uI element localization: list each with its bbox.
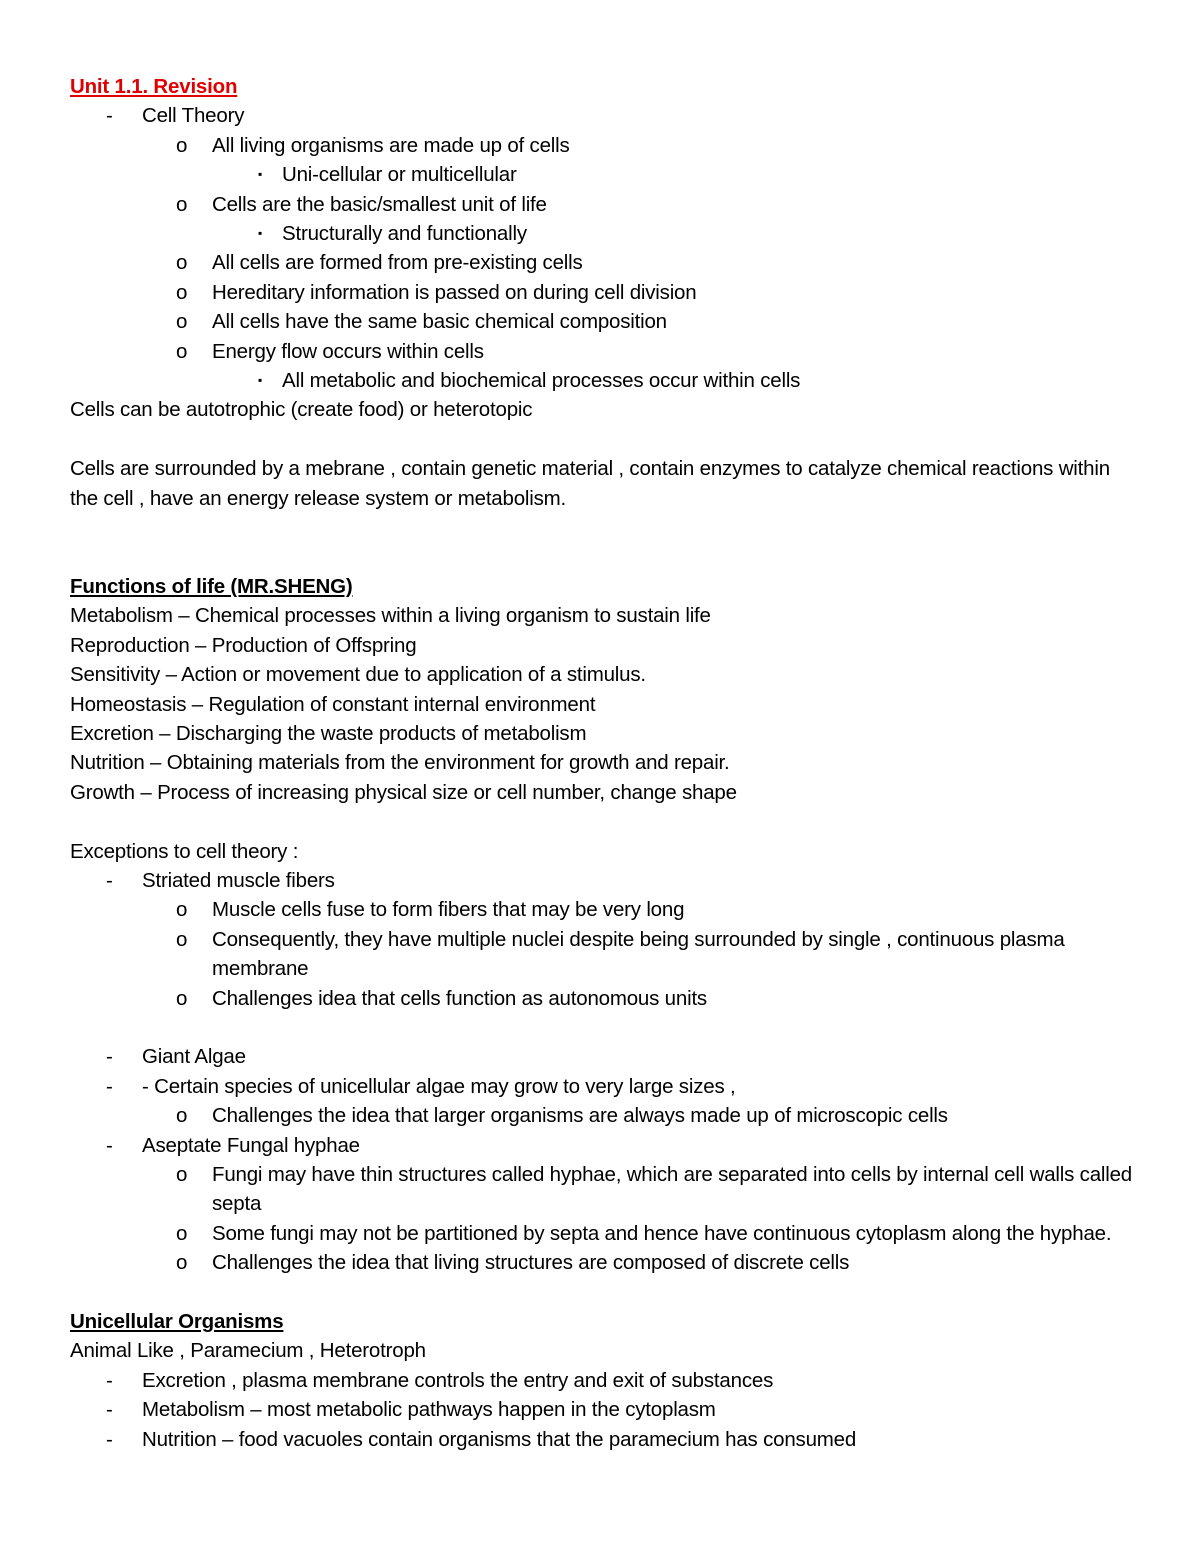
circle-bullet: o: [176, 898, 188, 922]
dash-bullet: -: [106, 1045, 113, 1069]
list-item: [70, 1101, 1140, 1130]
function-item: Metabolism – Chemical processes within a living organism to sustain life: [70, 604, 711, 628]
list-item-text: Nutrition – food vacuoles contain organisms that the paramecium has consumed: [142, 1427, 857, 1451]
list-item-text: Consequently, they have multiple nuclei despite being surrounded by single , continuous plasma membrane: [212, 927, 1065, 981]
circle-bullet: o: [176, 339, 188, 363]
circle-bullet: o: [176, 1221, 188, 1245]
list-item-text: Excretion , plasma membrane controls the entry and exit of substances: [142, 1368, 774, 1392]
list-item: [70, 101, 1140, 130]
spacer: [70, 513, 1140, 572]
function-item: Growth – Process of increasing physical size or cell number, change shape: [70, 780, 737, 804]
circle-bullet: o: [176, 1104, 188, 1128]
list-item: [70, 219, 1140, 248]
list-item: [70, 1160, 1140, 1219]
list-item-text: All cells are formed from pre-existing cells: [212, 251, 583, 275]
square-bullet: ▪: [258, 167, 263, 182]
section-title-exceptions: Exceptions to cell theory :: [70, 839, 299, 863]
circle-bullet: o: [176, 927, 188, 951]
list-item-text: Striated muscle fibers: [142, 868, 335, 892]
list-item-text: Challenges the idea that larger organisms are always made up of microscopic cells: [212, 1104, 948, 1128]
dash-bullet: -: [106, 1398, 113, 1422]
list-item: [70, 1072, 1140, 1101]
list-item-text: Energy flow occurs within cells: [212, 339, 484, 363]
list-item: [70, 278, 1140, 307]
list-item: [70, 1366, 1140, 1395]
function-item: Reproduction – Production of Offspring: [70, 633, 417, 657]
list-item-text: Some fungi may not be partitioned by septa and hence have continuous cytoplasm along the hyphae.: [212, 1221, 1112, 1245]
function-item: Nutrition – Obtaining materials from the environment for growth and repair.: [70, 751, 730, 775]
circle-bullet: o: [176, 310, 188, 334]
list-item-text: Metabolism – most metabolic pathways happen in the cytoplasm: [142, 1398, 716, 1422]
function-item: Sensitivity – Action or movement due to application of a stimulus.: [70, 663, 646, 687]
unicellular-subtitle: Animal Like , Paramecium , Heterotroph: [70, 1339, 426, 1363]
section-title-functions-of-life: Functions of life (MR.SHENG): [70, 574, 353, 598]
circle-bullet: o: [176, 251, 188, 275]
dash-bullet: -: [106, 1427, 113, 1451]
spacer: [70, 1278, 1140, 1307]
list-item-text: All metabolic and biochemical processes occur within cells: [282, 369, 801, 393]
list-item-text: Giant Algae: [142, 1045, 246, 1069]
list-item: [70, 1395, 1140, 1424]
dash-bullet: -: [106, 1368, 113, 1392]
circle-bullet: o: [176, 1162, 188, 1186]
list-item: [70, 895, 1140, 924]
list-item: [70, 160, 1140, 189]
list-item-text: All living organisms are made up of cells: [212, 133, 570, 157]
list-item-text: Structurally and functionally: [282, 222, 527, 246]
list-item-text: All cells have the same basic chemical composition: [212, 310, 667, 334]
square-bullet: ▪: [258, 373, 263, 388]
list-item: [70, 248, 1140, 277]
paragraph-cell-features: Cells are surrounded by a mebrane , contain genetic material , contain enzymes to catalyze chemical reactions within the cell , have an energy release system or metabolism.: [70, 457, 1110, 510]
list-item-text: Uni-cellular or multicellular: [282, 163, 517, 187]
spacer: [70, 807, 1140, 836]
list-item: [70, 131, 1140, 160]
function-item: Homeostasis – Regulation of constant internal environment: [70, 692, 596, 716]
list-item: [70, 366, 1140, 395]
spacer: [70, 425, 1140, 454]
section-title-unit-revision: Unit 1.1. Revision: [70, 75, 238, 98]
circle-bullet: o: [176, 1251, 188, 1275]
list-item-text: Challenges the idea that living structures are composed of discrete cells: [212, 1251, 850, 1275]
list-item: [70, 307, 1140, 336]
dash-bullet: -: [106, 868, 113, 892]
list-item-text: Fungi may have thin structures called hyphae, which are separated into cells by internal cell walls called septa: [212, 1162, 1133, 1216]
dash-bullet: -: [106, 1074, 113, 1098]
list-item-text: Cells are the basic/smallest unit of life: [212, 192, 547, 216]
square-bullet: ▪: [258, 226, 263, 241]
list-item: [70, 866, 1140, 895]
list-item-text: Hereditary information is passed on during cell division: [212, 280, 697, 304]
function-item: Excretion – Discharging the waste products of metabolism: [70, 721, 587, 745]
circle-bullet: o: [176, 133, 188, 157]
circle-bullet: o: [176, 280, 188, 304]
spacer: [70, 1013, 1140, 1042]
list-item: [70, 1248, 1140, 1277]
list-item: [70, 1131, 1140, 1160]
circle-bullet: o: [176, 192, 188, 216]
dash-bullet: -: [106, 104, 113, 128]
section-title-unicellular: Unicellular Organisms: [70, 1309, 284, 1333]
list-item: [70, 1219, 1140, 1248]
paragraph-autotrophic: Cells can be autotrophic (create food) or heterotopic: [70, 398, 533, 422]
circle-bullet: o: [176, 986, 188, 1010]
list-item: [70, 1042, 1140, 1071]
list-item-text: Challenges idea that cells function as autonomous units: [212, 986, 707, 1010]
document-page: [70, 72, 1140, 1454]
list-item-text: Aseptate Fungal hyphae: [142, 1133, 360, 1157]
list-item-text: Muscle cells fuse to form fibers that may be very long: [212, 898, 685, 922]
list-item: [70, 190, 1140, 219]
list-item-text: - Certain species of unicellular algae may grow to very large sizes ,: [142, 1074, 736, 1098]
cell-theory-label: Cell Theory: [142, 104, 245, 128]
dash-bullet: -: [106, 1133, 113, 1157]
list-item: [70, 984, 1140, 1013]
list-item: [70, 337, 1140, 366]
list-item: [70, 1425, 1140, 1454]
list-item: [70, 925, 1140, 984]
